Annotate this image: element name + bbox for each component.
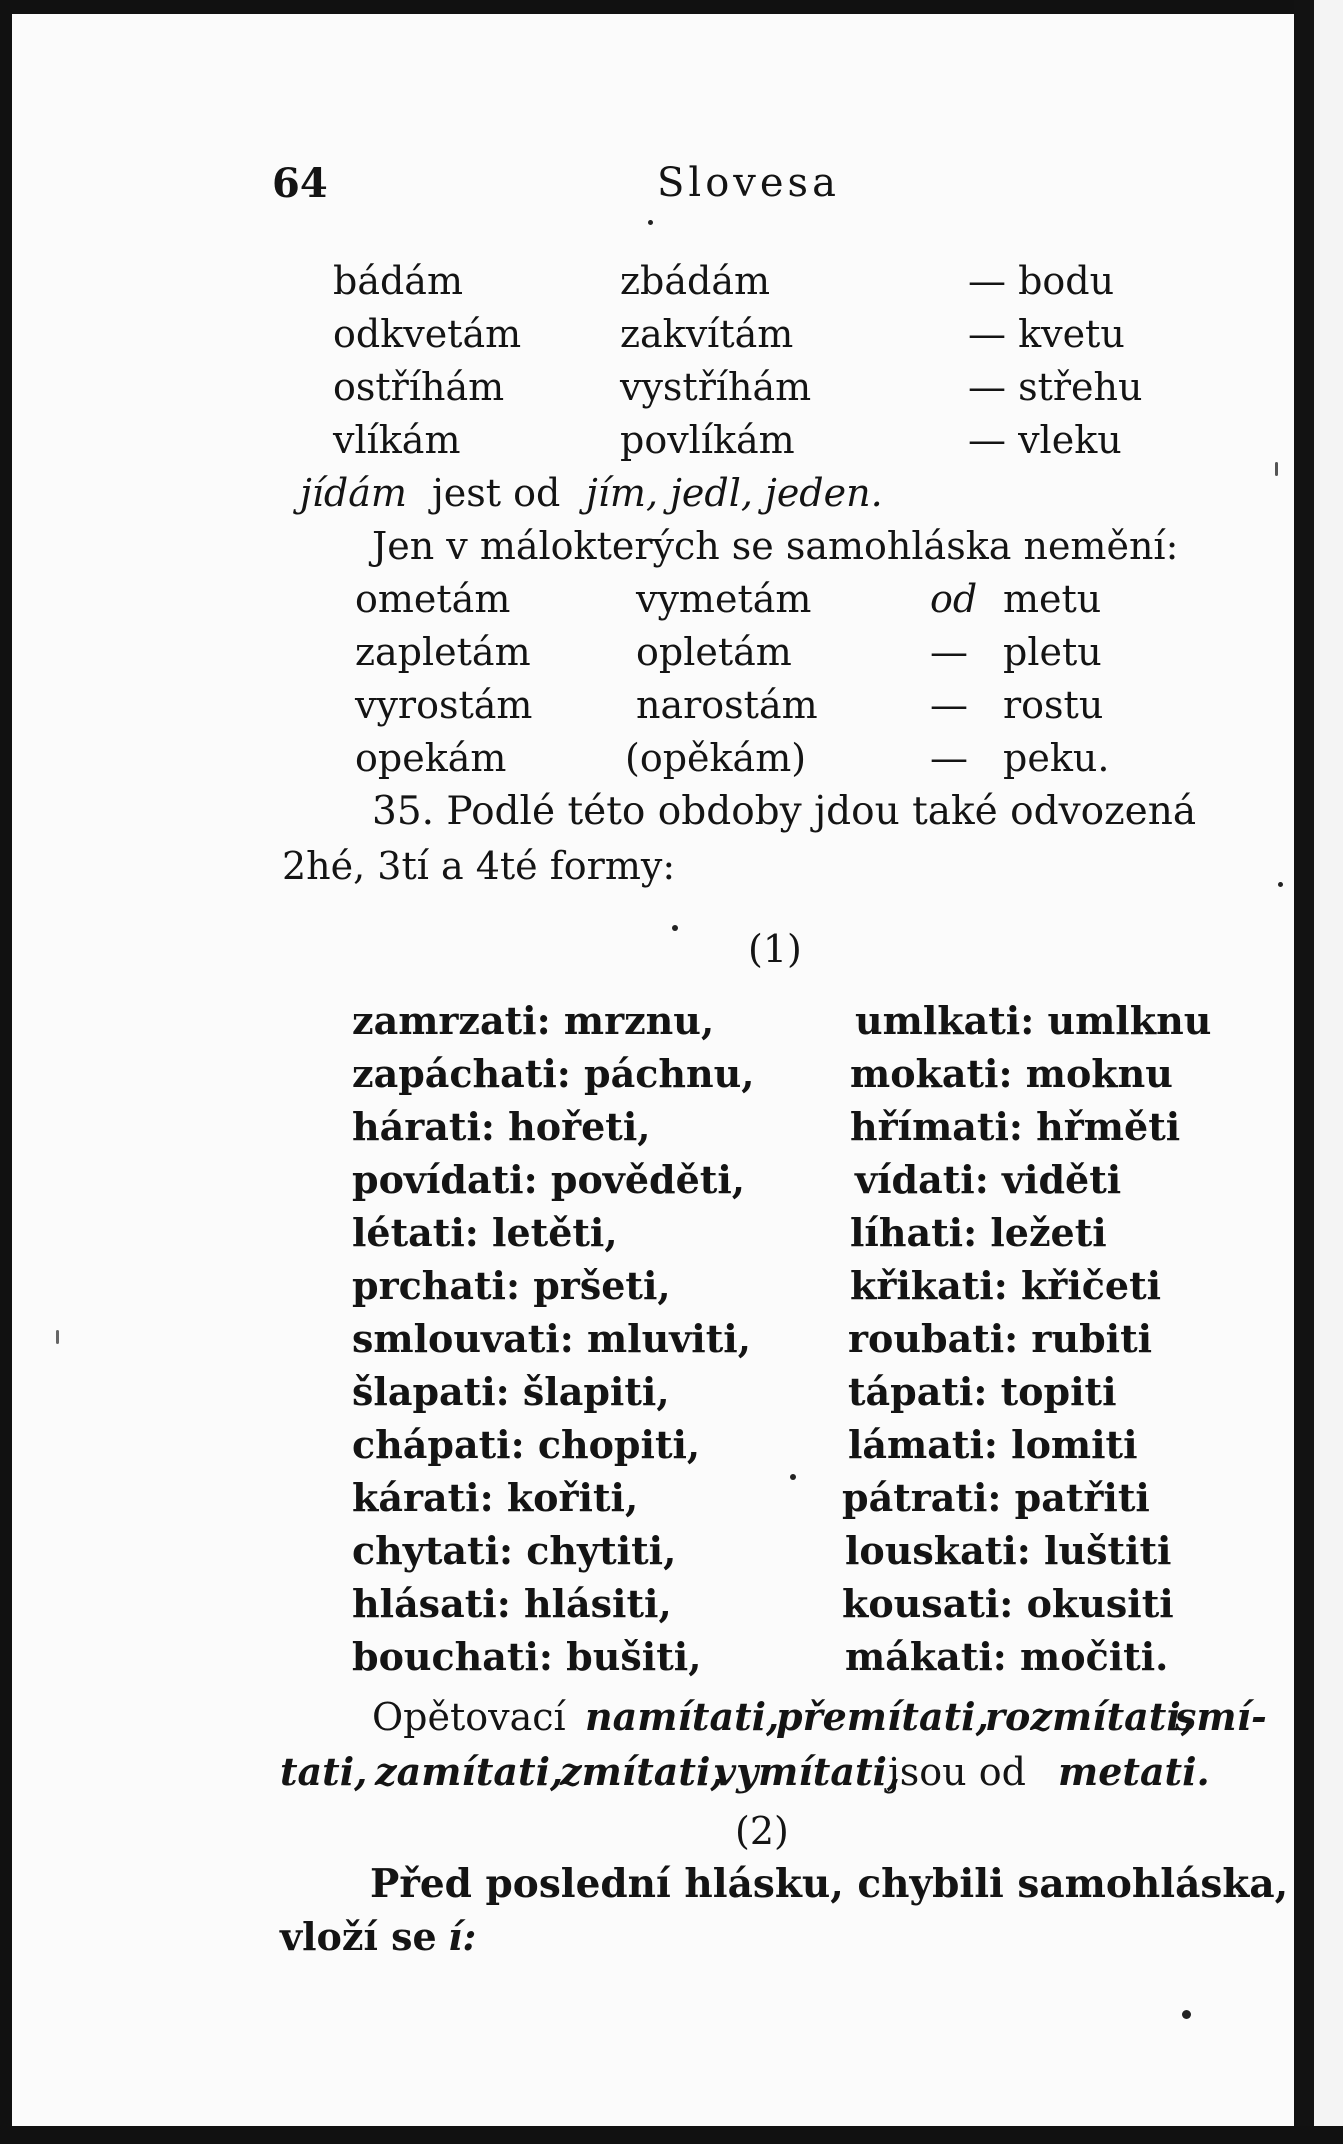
verb-pair-right: lámati: lomiti [848,1422,1138,1467]
table1-col2: vystříhám [620,365,812,409]
verb-pair-left: chápati: chopiti, [352,1422,701,1467]
table2-col4: pletu [1003,630,1102,674]
scan-left-border [0,0,12,2144]
iterative-verb: zamítati, [375,1749,564,1794]
verb-pair-right: mákati: močiti. [845,1634,1169,1679]
book-gutter [1294,0,1314,2144]
intro-sentence: Jen v málokterých se samohláska nemění: [372,524,1179,568]
table1-col2: zakvítám [620,312,794,356]
verb-pair-left: prchati: pršeti, [352,1263,671,1308]
verb-pair-left: létati: letěti, [352,1210,618,1255]
table2-col3: — [930,736,968,780]
table1-col2: povlíkám [620,418,795,462]
verb-pair-left: chytati: chytiti, [352,1528,677,1573]
iterative-verb: zmítati, [560,1749,724,1794]
verb-pair-left: hárati: hořeti, [352,1104,651,1149]
scan-speck [1278,882,1283,887]
verb-pair-right: umlkati: umlknu [855,998,1212,1043]
next-page-edge [1314,0,1343,2144]
verb-pair-right: hřímati: hřměti [850,1104,1181,1149]
verb-pair-right: mokati: moknu [850,1051,1173,1096]
table1-col3: — kvetu [968,312,1125,356]
verb-pair-right: křikati: křičeti [850,1263,1162,1308]
table2-col2: narostám [636,683,818,727]
verb-pair-right: líhati: ležeti [850,1210,1107,1255]
scan-speck [672,925,678,931]
table2-col2: vymetám [636,577,812,621]
iterative-verb: namítati, [585,1694,780,1739]
verb-pair-right: louskati: luštiti [845,1528,1172,1573]
iterative-verb: rozmítati, [985,1694,1194,1739]
note-word: jídám [300,471,407,515]
table2-col3: — [930,683,968,727]
table1-col3: — bodu [968,259,1115,303]
table1-col3: — vleku [968,418,1122,462]
table2-col3: — [930,630,968,674]
note-forms: jím, jedl, jeden. [586,471,883,515]
iterative-lead: Opětovací [372,1695,566,1739]
iterative-base-verb: metati. [1058,1749,1210,1794]
verb-pair-right: kousati: okusiti [842,1581,1174,1626]
verb-pair-left: hlásati: hlásiti, [352,1581,672,1626]
table2-col3: od [930,577,978,621]
table2-col2: (opěkám) [625,736,807,780]
table1-col1: ostříhám [333,365,505,409]
table1-col1: bádám [333,259,463,303]
rule-vowel: í: [448,1914,477,1959]
page-title: Slovesa [657,160,840,206]
verb-pair-left: šlapati: šlapiti, [352,1369,670,1414]
scan-top-border [0,0,1343,14]
table2-col1: vyrostám [355,683,533,727]
verb-pair-right: vídati: viděti [855,1157,1122,1202]
scan-mark [56,1330,59,1344]
scan-speck [648,220,653,225]
verb-pair-left: zapáchati: páchnu, [352,1051,755,1096]
section-35-line2: 2hé, 3tí a 4té formy: [282,844,676,888]
section-35-line1: 35. Podlé této obdoby jdou také odvozená [372,789,1197,834]
scan-speck [1182,2010,1191,2019]
iterative-verb-continued: tati, [280,1749,368,1794]
note-text: jest od [432,471,561,515]
iterative-verb: vymítati, [714,1749,901,1794]
verb-pair-right: roubati: rubiti [848,1316,1153,1361]
iterative-connector: jsou od [888,1750,1026,1794]
iterative-verb: přemítati, [776,1694,989,1739]
page-number: 64 [272,160,328,207]
subsection-marker-2: (2) [735,1809,789,1853]
table1-col1: vlíkám [333,418,461,462]
table1-col2: zbádám [620,259,771,303]
table2-col4: peku. [1003,736,1110,780]
table2-col1: ometám [355,577,511,621]
verb-pair-left: bouchati: bušiti, [352,1634,702,1679]
verb-pair-right: tápati: topiti [848,1369,1117,1414]
scan-mark [1275,462,1278,476]
iterative-verb-hyphenated: smí- [1175,1694,1267,1739]
table2-col4: metu [1003,577,1102,621]
table2-col4: rostu [1003,683,1104,727]
subsection-marker-1: (1) [748,927,802,971]
scan-bottom-border [0,2126,1343,2144]
verb-pair-left: zamrzati: mrznu, [352,998,715,1043]
verb-pair-left: povídati: pověděti, [352,1157,746,1202]
rule-line1: Před poslední hlásku, chybili samohláska, [370,1861,1289,1907]
verb-pair-left: kárati: kořiti, [352,1475,639,1520]
table2-col2: opletám [636,630,792,674]
table1-col3: — střehu [968,365,1143,409]
verb-pair-left: smlouvati: mluviti, [352,1316,751,1361]
verb-pair-right: pátrati: patřiti [842,1475,1150,1520]
rule-line2: vloží se [280,1914,437,1959]
table2-col1: opekám [355,736,507,780]
table1-col1: odkvetám [333,312,522,356]
table2-col1: zapletám [355,630,531,674]
scan-speck [790,1474,796,1480]
